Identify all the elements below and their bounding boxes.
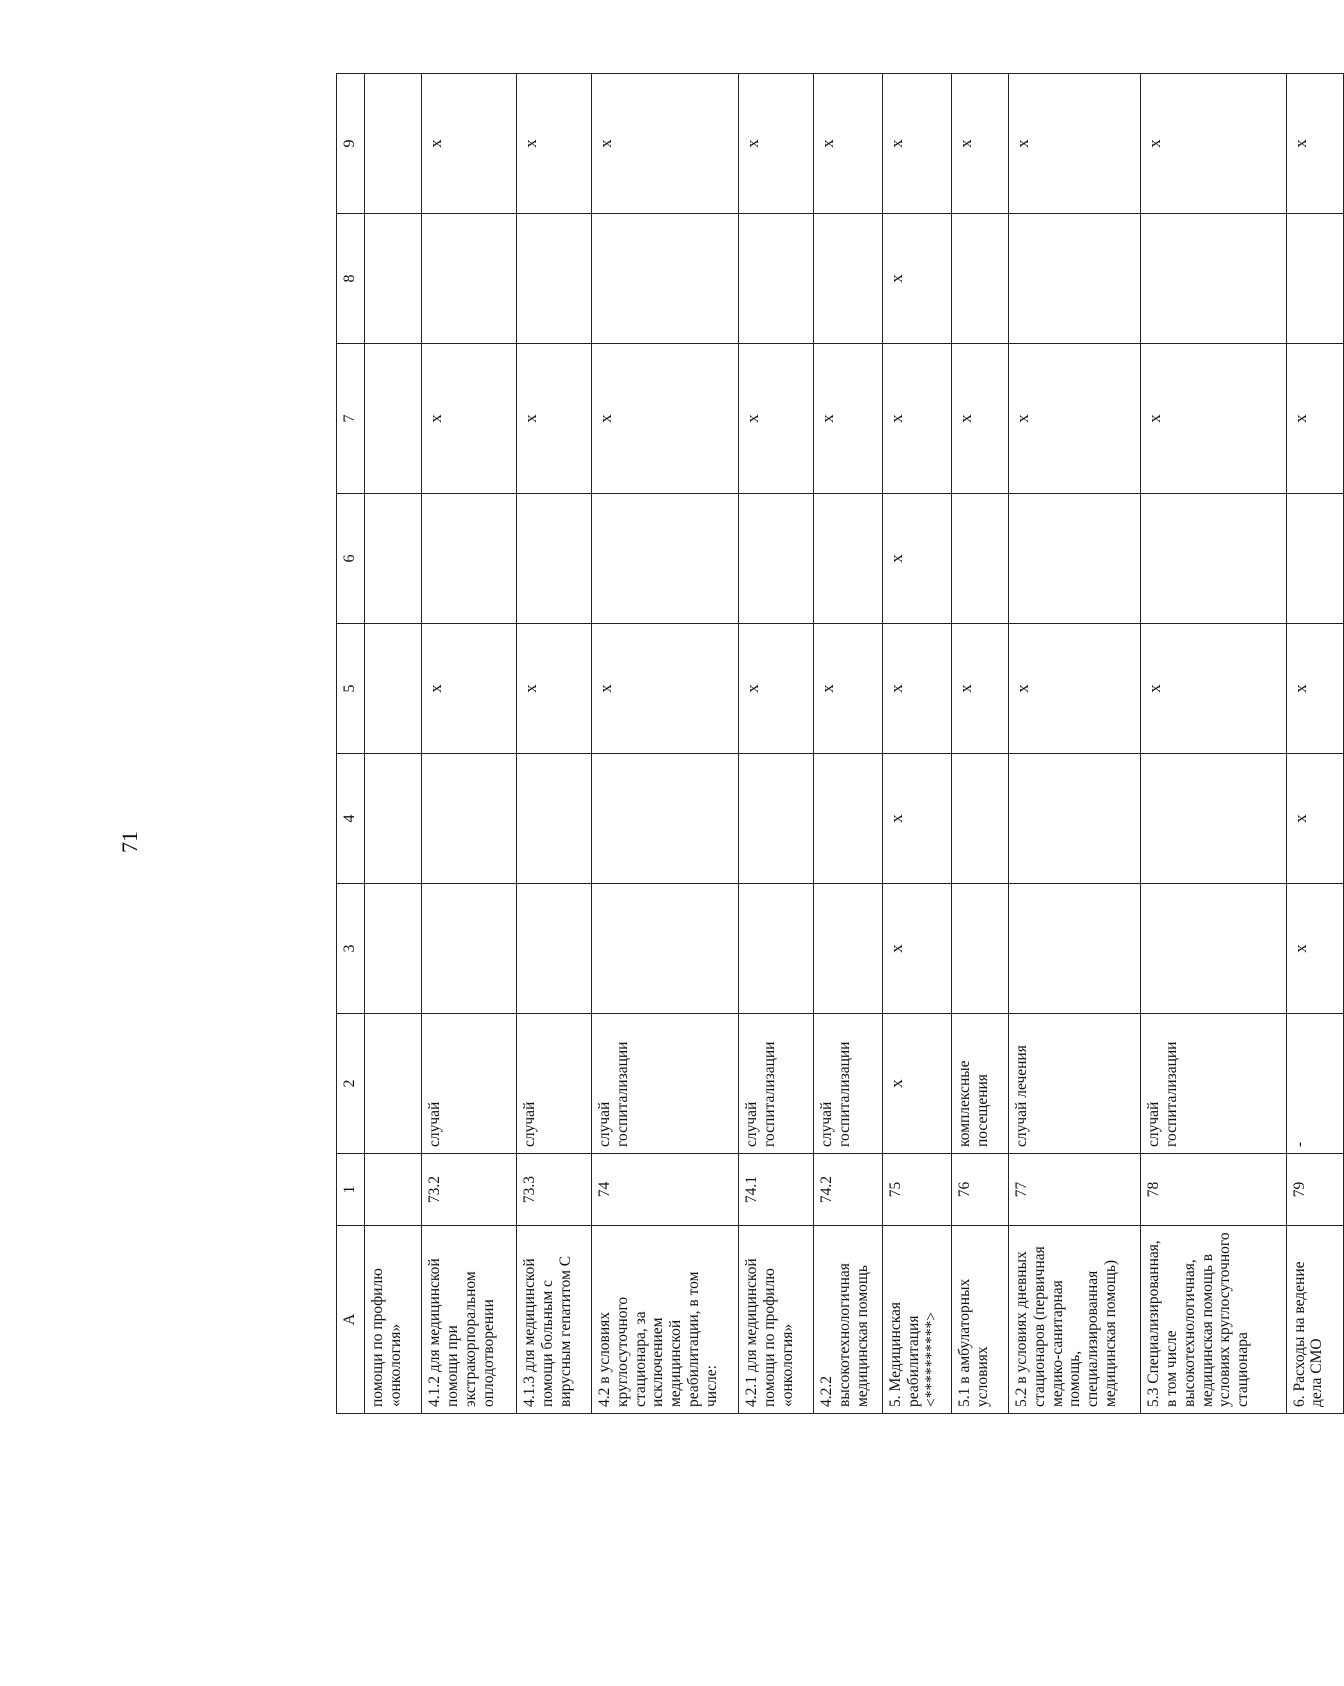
cell-a: 4.2.2 высокотехнологичная медицинская помощь	[814, 1226, 883, 1414]
cell-a: 6. Расходы на ведение дела СМО	[1286, 1226, 1343, 1414]
cell-a: 4.1.3 для медицинской помощи больным с вирусным гепатитом С	[517, 1226, 592, 1414]
cell-c4: x	[1286, 754, 1343, 884]
cell-c7: x	[951, 344, 1008, 494]
cell-c1: 78	[1141, 1154, 1286, 1226]
cell-c7: x	[517, 344, 592, 494]
cell-c1: 77	[1008, 1154, 1140, 1226]
cell-c2	[365, 1014, 422, 1154]
cell-c6	[951, 494, 1008, 624]
header-cell: 9	[337, 74, 365, 214]
cell-c7: x	[1008, 344, 1140, 494]
cell-c3	[1141, 884, 1286, 1014]
cell-c8	[1141, 214, 1286, 344]
cell-c2: -	[1286, 1014, 1343, 1154]
cell-c5	[365, 624, 422, 754]
table-row	[739, 74, 814, 1414]
rotated-table-container	[336, 74, 1344, 1414]
cell-c1: 74.2	[814, 1154, 883, 1226]
cell-c6	[1286, 494, 1343, 624]
cell-c4	[739, 754, 814, 884]
cell-c3: x	[1286, 884, 1343, 1014]
cell-c2: случай госпитализации	[739, 1014, 814, 1154]
cell-c7: x	[1141, 344, 1286, 494]
cell-c8	[1008, 214, 1140, 344]
cell-c5: x	[882, 624, 951, 754]
cell-c1: 75	[882, 1154, 951, 1226]
cell-c4	[814, 754, 883, 884]
cell-c4	[591, 754, 738, 884]
cell-c1: 79	[1286, 1154, 1343, 1226]
header-cell: 6	[337, 494, 365, 624]
header-cell: 3	[337, 884, 365, 1014]
cell-c5: x	[422, 624, 517, 754]
table-row	[591, 74, 738, 1414]
cell-c1: 73.2	[422, 1154, 517, 1226]
cell-c3	[591, 884, 738, 1014]
cell-c2: x	[882, 1014, 951, 1154]
header-cell: 4	[337, 754, 365, 884]
table-row	[1141, 74, 1286, 1414]
cell-c8	[739, 214, 814, 344]
cell-c6	[1141, 494, 1286, 624]
cell-c5: x	[1141, 624, 1286, 754]
cell-c9: x	[1008, 74, 1140, 214]
cell-c9	[365, 74, 422, 214]
cell-a: 5. Медицинская реабилитация <**********>	[882, 1226, 951, 1414]
cell-c9: x	[814, 74, 883, 214]
cell-c5: x	[814, 624, 883, 754]
cell-c9: x	[951, 74, 1008, 214]
cell-c5: x	[951, 624, 1008, 754]
cell-c7: x	[422, 344, 517, 494]
cell-c5: x	[591, 624, 738, 754]
cell-c2: случай	[517, 1014, 592, 1154]
cell-c8	[517, 214, 592, 344]
cell-c6	[517, 494, 592, 624]
cell-c6	[422, 494, 517, 624]
cell-c5: x	[1286, 624, 1343, 754]
cell-c6	[814, 494, 883, 624]
cell-c8	[951, 214, 1008, 344]
cell-c3	[739, 884, 814, 1014]
table-row	[1286, 74, 1343, 1414]
page-number: 71	[117, 831, 142, 853]
cell-c4	[1141, 754, 1286, 884]
header-cell: 7	[337, 344, 365, 494]
cell-c5: x	[1008, 624, 1140, 754]
cell-c8	[1286, 214, 1343, 344]
cell-c7: x	[739, 344, 814, 494]
cell-c9: x	[739, 74, 814, 214]
cell-a: 5.2 в условиях дневных стационаров (первичная медико-санитарная помощь, специализированная медицинская помощь)	[1008, 1226, 1140, 1414]
cell-c7: x	[591, 344, 738, 494]
cell-c4	[517, 754, 592, 884]
cell-c2: случай госпитализации	[1141, 1014, 1286, 1154]
cell-c5: x	[517, 624, 592, 754]
header-cell: 8	[337, 214, 365, 344]
header-row	[337, 74, 365, 1414]
cell-c3: x	[882, 884, 951, 1014]
cell-a: 4.2.1 для медицинской помощи по профилю «онкология»	[739, 1226, 814, 1414]
cell-c1	[365, 1154, 422, 1226]
cell-a: 5.3 Специализированная, в том числе высокотехнологичная, медицинская помощь в условиях круглосуточного стационара	[1141, 1226, 1286, 1414]
cell-c1: 76	[951, 1154, 1008, 1226]
cell-c6: x	[882, 494, 951, 624]
cell-c4	[1008, 754, 1140, 884]
cell-c7: x	[882, 344, 951, 494]
table-row	[814, 74, 883, 1414]
cell-c3	[365, 884, 422, 1014]
cell-c9: x	[882, 74, 951, 214]
cell-c6	[1008, 494, 1140, 624]
header-cell: 1	[337, 1154, 365, 1226]
cell-c2: случай госпитализации	[814, 1014, 883, 1154]
cell-c8	[422, 214, 517, 344]
cell-c6	[739, 494, 814, 624]
cell-c3	[951, 884, 1008, 1014]
header-cell: 2	[337, 1014, 365, 1154]
cell-c8	[591, 214, 738, 344]
table-row	[517, 74, 592, 1414]
table-row	[951, 74, 1008, 1414]
cell-c2: случай госпитализации	[591, 1014, 738, 1154]
cell-a: помощи по профилю «онкология»	[365, 1226, 422, 1414]
cell-c5: x	[739, 624, 814, 754]
cell-c9: x	[517, 74, 592, 214]
cell-c4	[951, 754, 1008, 884]
cell-c3	[422, 884, 517, 1014]
cell-c4	[422, 754, 517, 884]
cell-c4	[365, 754, 422, 884]
cell-c1: 74	[591, 1154, 738, 1226]
cell-c9: x	[1141, 74, 1286, 214]
cell-c8: x	[882, 214, 951, 344]
cell-a: 4.1.2 для медицинской помощи при экстракорпоральном оплодотворении	[422, 1226, 517, 1414]
cell-c3	[814, 884, 883, 1014]
cell-c7: x	[814, 344, 883, 494]
cell-c8	[365, 214, 422, 344]
table-row	[882, 74, 951, 1414]
cell-c2: случай	[422, 1014, 517, 1154]
cell-c9: x	[1286, 74, 1343, 214]
cell-a: 4.2 в условиях круглосуточного стационара, за исключением медицинской реабилитации, в том числе:	[591, 1226, 738, 1414]
cell-c7: x	[1286, 344, 1343, 494]
cell-c9: x	[591, 74, 738, 214]
header-cell: 5	[337, 624, 365, 754]
cell-c1: 73.3	[517, 1154, 592, 1226]
cell-c3	[1008, 884, 1140, 1014]
data-table	[336, 73, 1344, 1414]
header-cell: A	[337, 1226, 365, 1414]
cell-c6	[591, 494, 738, 624]
cell-c2: случай лечения	[1008, 1014, 1140, 1154]
table-row	[1008, 74, 1140, 1414]
table-row	[365, 74, 422, 1414]
cell-c8	[814, 214, 883, 344]
cell-c9: x	[422, 74, 517, 214]
cell-c4: x	[882, 754, 951, 884]
cell-c2: комплексные посещения	[951, 1014, 1008, 1154]
cell-a: 5.1 в амбулаторных условиях	[951, 1226, 1008, 1414]
cell-c7	[365, 344, 422, 494]
table-row	[422, 74, 517, 1414]
cell-c3	[517, 884, 592, 1014]
cell-c6	[365, 494, 422, 624]
cell-c1: 74.1	[739, 1154, 814, 1226]
